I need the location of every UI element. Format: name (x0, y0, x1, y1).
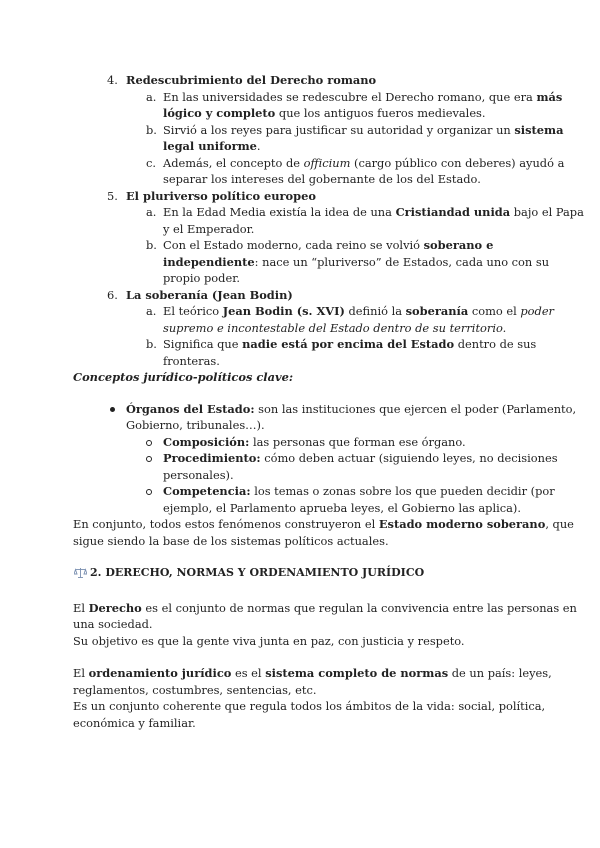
text-run: las personas que forman ese órgano. (249, 434, 466, 449)
text-run: legal uniforme (163, 139, 257, 153)
sub-bullet-text (163, 450, 558, 467)
text-run: ejemplo, el Parlamento aprueba leyes, el Gobierno las aplica). (163, 500, 521, 515)
text-run: cómo deben actuar (siguiendo leyes, no decisiones (260, 451, 558, 465)
bullet-text (126, 401, 576, 418)
text-run: reglamentos, costumbres, sentencias, etc. (73, 682, 317, 697)
sub-item-text (163, 254, 549, 271)
sub-bullet-text (163, 434, 466, 451)
conclusion-text (73, 516, 574, 533)
paragraph-text (73, 600, 577, 617)
text-run: son las instituciones que ejercen el poder (Parlamento, (254, 401, 577, 416)
text-run: Jean Bodin (s. XVI) (222, 304, 345, 318)
text-run: poder (520, 304, 555, 318)
concepts-heading-text: Conceptos jurídico-políticos clave: (73, 370, 294, 384)
text-run: y el Emperador. (163, 221, 255, 236)
concepts-heading (73, 369, 293, 386)
text-run: Gobierno, tribunales…). (126, 418, 265, 432)
sub-item-text (163, 303, 554, 320)
list-item-number: 6. (107, 287, 118, 302)
text-run: fronteras. (163, 353, 220, 368)
sub-item-text (163, 122, 564, 139)
text-run: En conjunto, todos estos fenómenos construyeron el (73, 517, 379, 531)
bullet-text (126, 417, 265, 434)
text-run: : nace un “pluriverso” de Estados, cada uno con su (254, 254, 550, 269)
text-run: los temas o zonas sobre los que pueden decidir (por (250, 484, 555, 498)
text-run: de un país: leyes, (448, 666, 552, 680)
text-run: Derecho (88, 600, 142, 615)
scales-icon (74, 567, 87, 584)
text-run: económica y familiar. (73, 715, 196, 730)
sub-item-text (163, 138, 261, 155)
text-run: El (73, 666, 89, 680)
text-run: separar los intereses del gobernante de los del Estado. (163, 172, 481, 186)
sub-bullet-circle (146, 440, 152, 446)
text-run: El teórico (163, 304, 223, 318)
paragraph-text (73, 715, 196, 732)
sub-bullet-text (163, 467, 234, 484)
sub-item-text (163, 353, 220, 370)
sub-item-letter: b. (146, 238, 157, 252)
text-run: En las universidades se redescubre el Derecho romano, que era (163, 89, 537, 104)
paragraph-text (73, 682, 316, 699)
text-run: definió la (344, 304, 406, 318)
title-text: El pluriverso político europeo (126, 188, 316, 203)
text-run: Competencia: (163, 484, 251, 498)
sub-item-text (163, 204, 584, 221)
text-run: supremo e incontestable del Estado dentro de su territorio. (163, 320, 507, 335)
list-item-title (126, 287, 293, 304)
text-run: ordenamiento jurídico (88, 666, 232, 680)
conclusion-text (73, 533, 389, 550)
sub-item-letter: b. (146, 337, 157, 351)
paragraph-text (73, 665, 552, 682)
sub-item-letter: b. (146, 122, 157, 137)
text-run: Órganos del Estado: (126, 401, 255, 416)
text-run: como el (468, 304, 521, 318)
text-run: dentro de sus (454, 337, 537, 351)
list-item-title (126, 188, 316, 205)
text-run: Cristiandad unida (395, 205, 511, 219)
text-run: Procedimiento: (163, 451, 261, 465)
sub-item-letter: a. (146, 304, 157, 318)
text-run: soberanía (405, 304, 469, 318)
text-run: Con el Estado moderno, cada reino se volvió (163, 238, 424, 252)
paragraph-text (73, 698, 545, 715)
sub-item-letter: a. (146, 205, 157, 219)
text-run: soberano e (423, 238, 494, 252)
text-run: que los antiguos fueros medievales. (275, 106, 486, 120)
text-run: Composición: (163, 434, 250, 449)
text-run: officium (303, 155, 351, 170)
sub-bullet-text (163, 500, 521, 517)
text-run: es el (231, 666, 266, 680)
text-run: personales). (163, 467, 234, 482)
text-run: independiente (163, 254, 255, 269)
text-run: bajo el Papa (510, 205, 584, 219)
text-run: es el conjunto de normas que regulan la convivencia entre las personas en (141, 600, 577, 615)
sub-item-text (163, 155, 564, 172)
title-text: La soberanía (Jean Bodin) (126, 287, 293, 302)
list-item-number: 4. (107, 73, 118, 87)
text-run: nadie está por encima del Estado (242, 337, 455, 351)
text-run: propio poder. (163, 271, 241, 285)
text-run: sigue siendo la base de los sistemas políticos actuales. (73, 533, 389, 548)
sub-item-text (163, 270, 240, 287)
text-run: Su objetivo es que la gente viva junta en paz, con justicia y respeto. (73, 633, 465, 648)
sub-item-text (163, 171, 481, 188)
sub-item-text (163, 89, 562, 106)
section-heading: 2. DERECHO, NORMAS Y ORDENAMIENTO JURÍDICO (90, 566, 425, 579)
text-run: Estado moderno soberano (378, 517, 546, 531)
sub-bullet-text (163, 483, 555, 500)
text-run: , que (545, 517, 574, 531)
list-item-title (126, 72, 376, 89)
text-run: sistema (514, 122, 564, 137)
paragraph-text (73, 616, 153, 633)
text-run: una sociedad. (73, 617, 153, 631)
text-run: Además, el concepto de (163, 155, 304, 170)
text-run: . (256, 139, 261, 153)
text-run: lógico y completo (163, 106, 276, 120)
text-run: sistema completo de normas (265, 666, 449, 680)
sub-item-letter: c. (146, 155, 157, 170)
text-run: Significa que (163, 337, 243, 351)
sub-item-text (163, 320, 506, 337)
text-run: más (536, 89, 563, 104)
text-run: En la Edad Media existía la idea de una (163, 205, 396, 219)
text-run: Sirvió a los reyes para justificar su autoridad y organizar un (163, 122, 515, 137)
text-run: (cargo público con deberes) ayudó a (350, 155, 565, 170)
text-run: El (73, 600, 89, 615)
title-text: Redescubrimiento del Derecho romano (126, 73, 377, 87)
sub-bullet-circle (146, 489, 152, 495)
sub-item-text (163, 336, 536, 353)
sub-bullet-circle (146, 456, 152, 462)
sub-item-text (163, 105, 486, 122)
text-run: Es un conjunto coherente que regula todos los ámbitos de la vida: social, política, (73, 699, 546, 713)
paragraph-text (73, 633, 465, 650)
list-item-number: 5. (107, 188, 118, 203)
sub-item-letter: a. (146, 89, 157, 104)
sub-item-text (163, 237, 493, 254)
sub-item-text (163, 221, 254, 238)
bullet-dot (110, 407, 115, 412)
